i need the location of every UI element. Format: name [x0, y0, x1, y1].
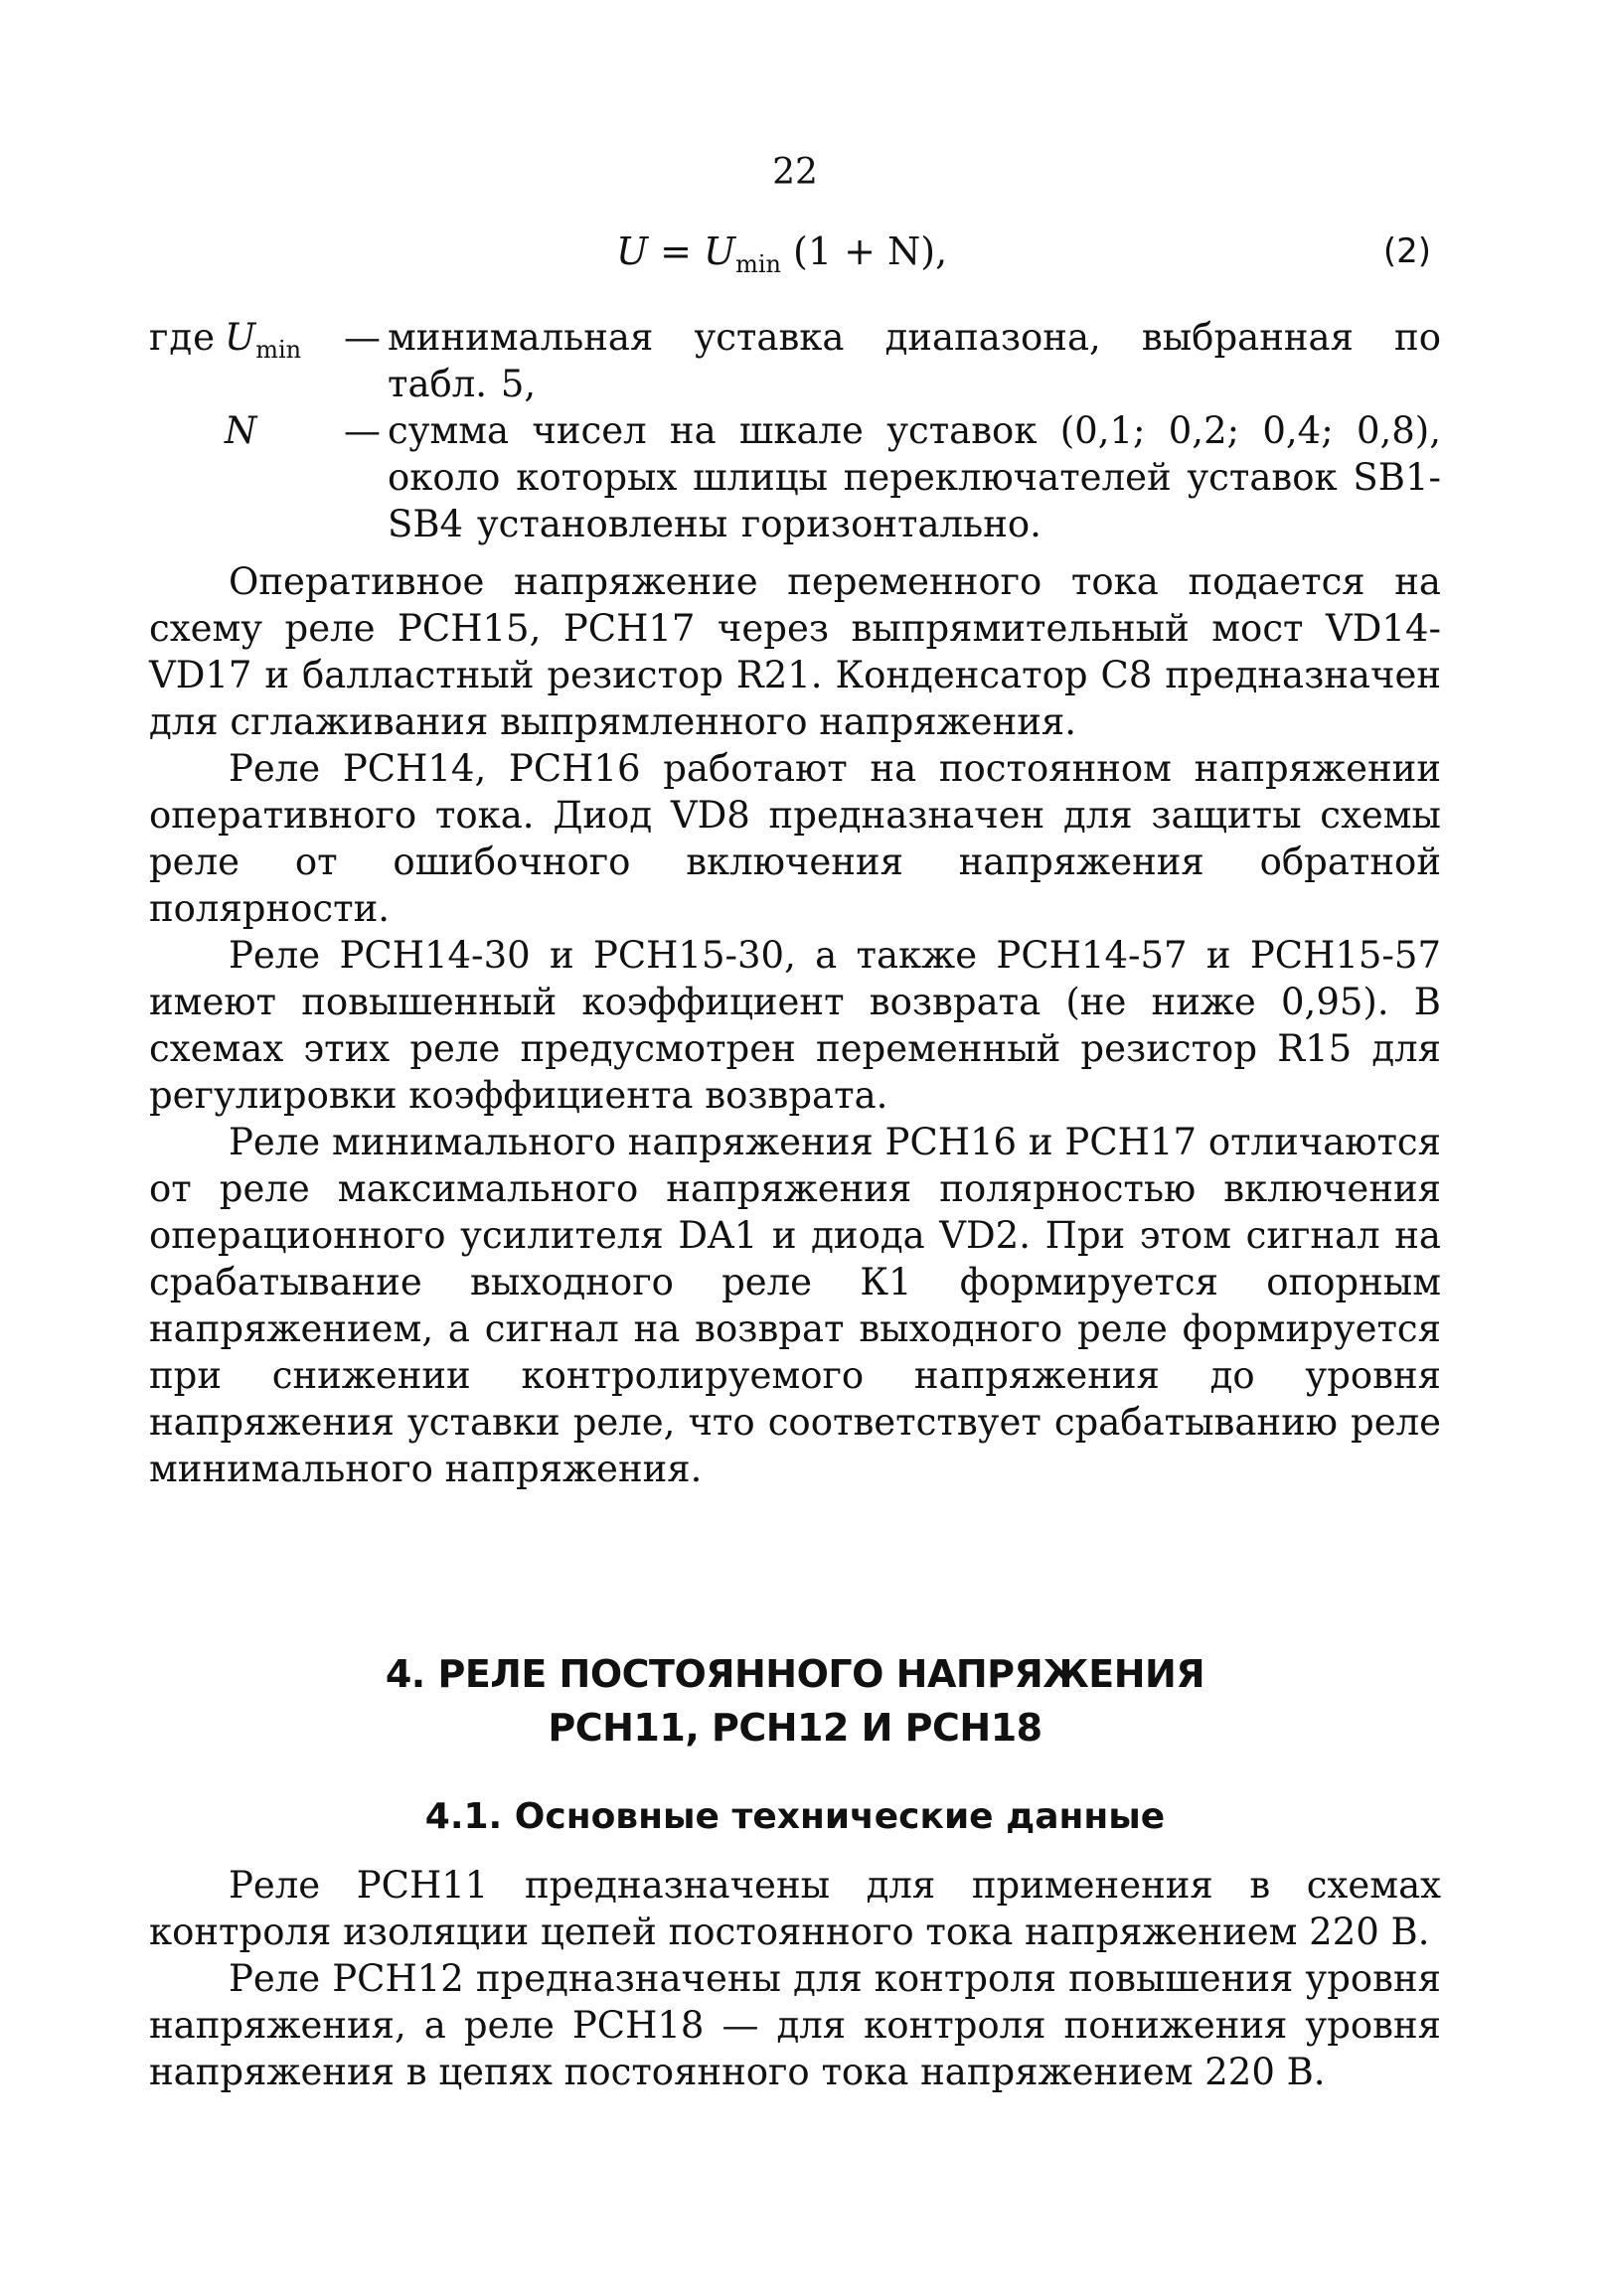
where-word: где [149, 316, 217, 359]
paragraph: Реле РСН14, РСН16 работают на постоянном напряжении оперативного тока. Диод VD8 предназначен для защиты схемы реле от ошибочного включения напряжения обратной полярности. [149, 747, 1441, 930]
subsection-heading: 4.1. Основные технические данные [424, 1796, 1166, 1837]
definition-row [149, 407, 1441, 547]
definition-dash: — [344, 316, 381, 359]
paragraph: Реле РСН14-30 и РСН15-30, а также РСН14-57 и РСН15-57 имеют повышенный коэффициент возврата (не ниже 0,95). В схемах этих реле предусмотрен переменный резистор R15 для регулировки коэффициента возврата. [149, 934, 1441, 1117]
paragraph: Реле РСН12 предназначены для контроля повышения уровня напряжения, а реле РСН18 — для контроля понижения уровня напряжения в цепях постоянного тока напряжением 220 В. [149, 1957, 1441, 2093]
definition-symbol: $U_{min}$ [225, 316, 302, 364]
definition-text: минимальная уставка диапазона, выбранная по табл. 5, [388, 316, 1441, 405]
paragraph: Реле РСН11 предназначены для применения в схемах контроля изоляции цепей постоянного тока напряжением 220 В. [149, 1864, 1441, 1953]
paragraph: Оперативное напряжение переменного тока подается на схему реле РСН15, РСН17 через выпрямительный мост VD14-VD17 и балластный резистор R21. Конденсатор С8 предназначен для сглаживания выпрямленного напряжения. [149, 560, 1441, 743]
formula-number: (2) [1382, 231, 1431, 271]
formula-left: U = U [616, 230, 736, 273]
definition-text: сумма чисел на шкале уставок (0,1; 0,2; 0,4; 0,8), около которых шлицы переключателей уставок SB1-SB4 установлены горизонтально. [388, 409, 1441, 545]
section-body-text [149, 1862, 1441, 2095]
definition-dash: — [344, 409, 381, 452]
section-heading [149, 1647, 1441, 1755]
body-text [149, 558, 1441, 1492]
formula-line [149, 229, 1441, 280]
page-number: 22 [772, 152, 818, 193]
formula [616, 229, 947, 288]
definition-symbol: N [225, 409, 257, 452]
section-heading-line-1: 4. РЕЛЕ ПОСТОЯННОГО НАПРЯЖЕНИЯ [385, 1652, 1205, 1696]
section-heading-line-2: РСН11, РСН12 И РСН18 [548, 1706, 1042, 1750]
definition-row [149, 314, 1441, 407]
formula-sub: min [735, 250, 781, 278]
formula-right: (1 + N), [780, 230, 948, 273]
paragraph: Реле минимального напряжения РСН16 и РСН17 отличаются от реле максимального напряжения полярностью включения операционного усилителя DA1 и диода VD2. При этом сигнал на срабатывание выходного реле К1 формируется опорным напряжением, а сигнал на возврат выходного реле формируется при снижении контролируемого напряжения до уровня напряжения уставки реле, что соответствует срабатыванию реле минимального напряжения. [149, 1121, 1441, 1490]
definitions [149, 314, 1441, 547]
